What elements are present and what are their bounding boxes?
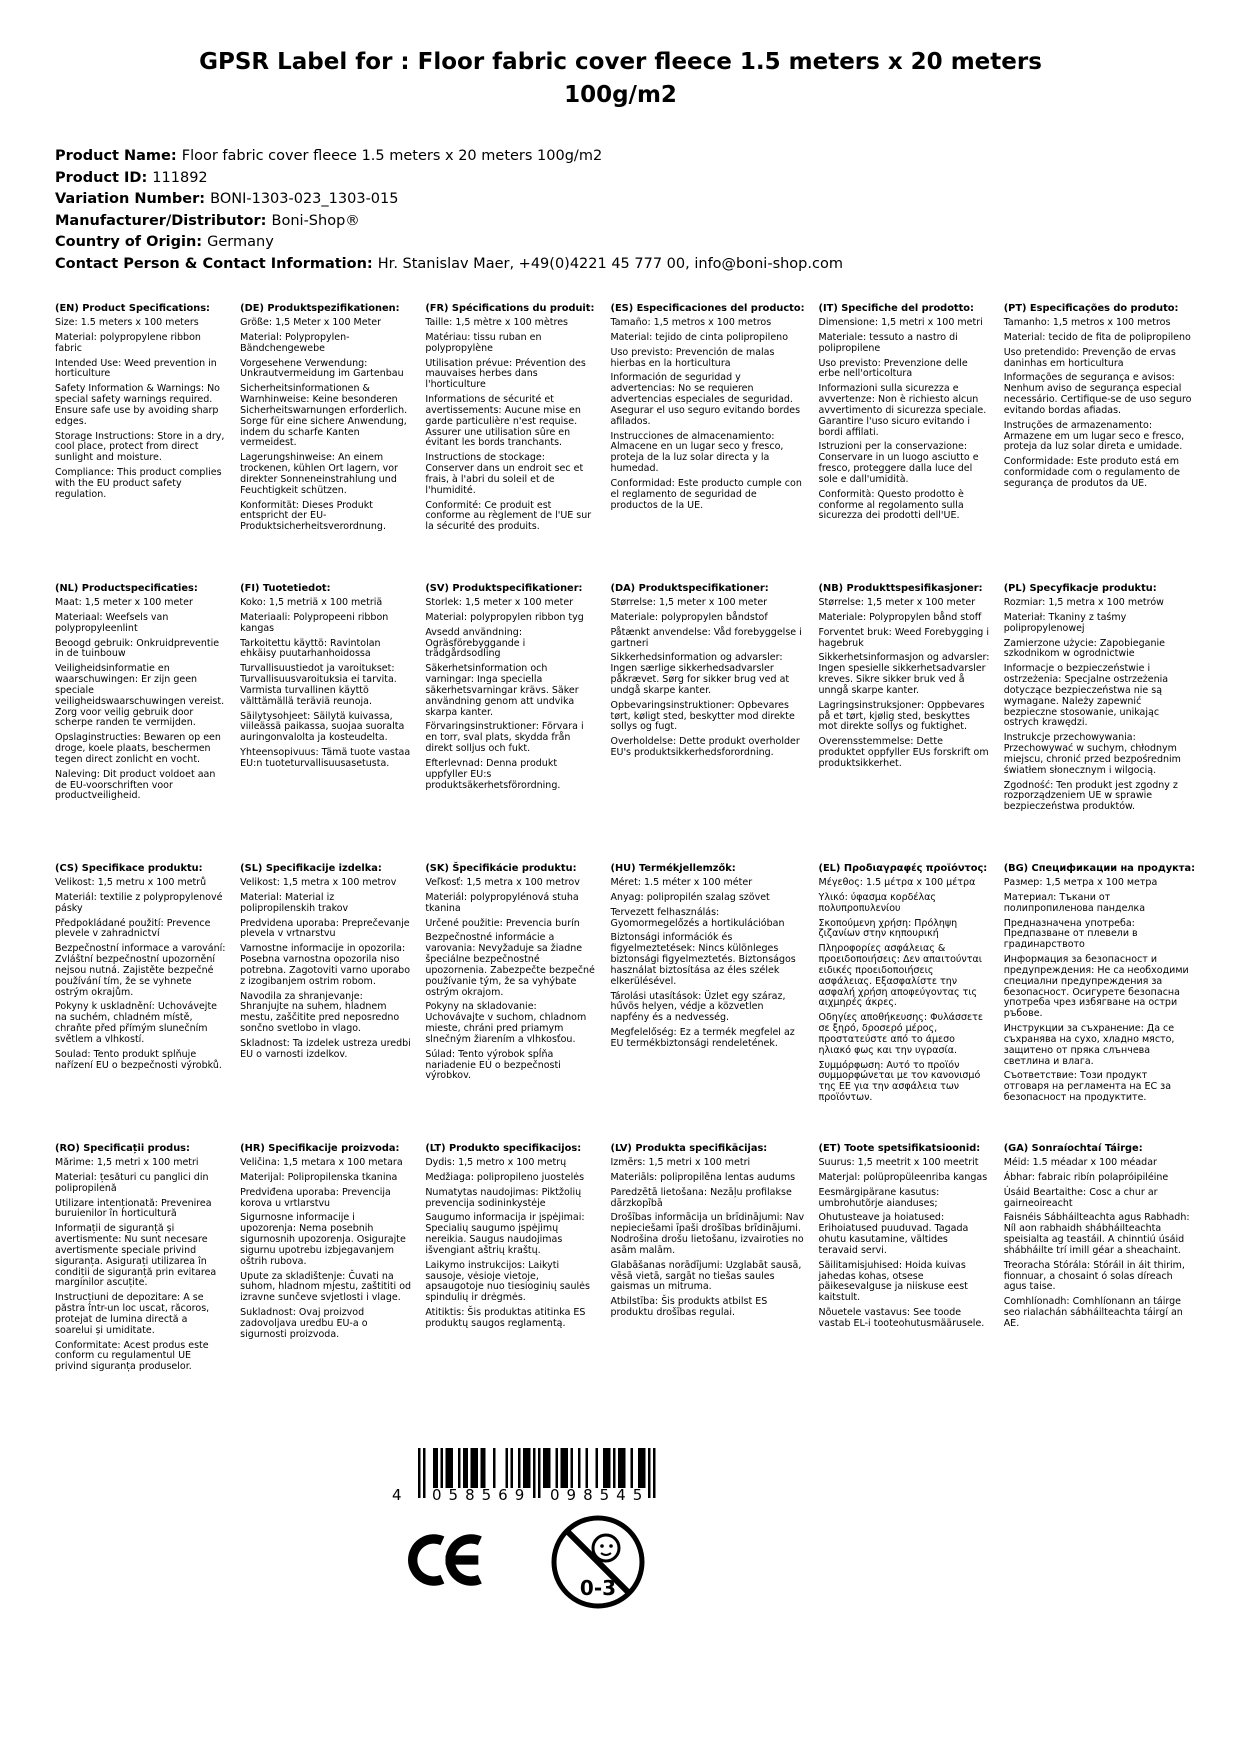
spec-block-da: [610, 583, 804, 863]
product-info-label: Manufacturer/Distributor:: [55, 212, 272, 229]
spec-block-fi: [240, 583, 411, 863]
spec-paragraph: Atitiktis: Šis produktas atitinka ES produktų saugos reglamentą.: [425, 1307, 586, 1329]
spec-paragraph: Naleving: Dit product voldoet aan de EU-voorschriften voor productveiligheid.: [55, 768, 216, 802]
spec-paragraph: Zgodność: Ten produkt jest zgodny z rozporządzeniem UE w sprawie bezpieczeństwa produktów.: [1003, 779, 1178, 813]
spec-block-bg: [1004, 863, 1195, 1143]
spec-header-ro: (RO) Specificații produs:: [55, 1143, 190, 1154]
spec-paragraph: Οδηγίες αποθήκευσης: Φυλάσσετε σε ξηρό, δροσερό μέρος, προστατεύστε από το άμεσο ηλιακό φως και την υγρασία.: [818, 1012, 983, 1056]
spec-paragraph: Uso previsto: Prevención de malas hierbas en la horticultura: [610, 346, 775, 369]
spec-header-el: (EL) Προδιαγραφές προϊόντος:: [818, 863, 988, 874]
spec-paragraph: Conformitate: Acest produs este conform cu regulamentul UE privind siguranța produselor.: [55, 1339, 209, 1373]
spec-paragraph: Säilytysohjeet: Säilytä kuivassa, viileässä paikassa, suojaa suoralta auringonvalolta ja kosteudelta.: [240, 710, 405, 744]
spec-paragraph: Konformität: Dieses Produkt entspricht der EU-Produktsicherheitsverordnung.: [240, 499, 386, 533]
spec-paragraph: Suurus: 1,5 meetrit x 100 meetrit: [818, 1157, 979, 1169]
spec-paragraph: Lagerungshinweise: An einem trockenen, kühlen Ort lagern, vor direkter Sonneneinstrahlung und Feuchtigkeit schützen.: [240, 452, 398, 496]
spec-paragraph: Pokyny k uskladnění: Uchovávejte na suchém, chladném místě, chraňte před přímým slunečním světlem a vlhkostí.: [55, 1001, 218, 1045]
spec-paragraph: Ábhar: fabraic ribín polapróipiléine: [1003, 1171, 1169, 1183]
product-info-label: Country of Origin:: [55, 234, 208, 250]
spec-paragraph: Materjal: polüpropüleenriba kangas: [818, 1171, 988, 1183]
spec-paragraph: Pokyny na skladovanie: Uchovávajte v suchom, chladnom mieste, chráni pred priamym slnečným žiarením a vlhkosťou.: [425, 1001, 587, 1045]
product-info-line: [55, 254, 1201, 276]
spec-paragraph: Eesmärgipärane kasutus: umbrohutõrje aianduses;: [818, 1186, 940, 1209]
spec-paragraph: Materiaali: Polypropeeni ribbon kangas: [240, 611, 389, 634]
spec-paragraph: Informații de siguranță și avertismente: Nu sunt necesare avertismente speciale privind siguranța. Asigurați utilizarea în condiții de siguranță prin evitarea marginilor ascuțite.: [55, 1223, 217, 1289]
spec-paragraph: Intended Use: Weed prevention in horticulture: [55, 357, 217, 380]
product-info-value: 111892: [152, 169, 208, 186]
spec-paragraph: Taille: 1,5 mètre x 100 mètres: [425, 317, 568, 329]
spec-paragraph: Información de seguridad y advertencias: No se requieren advertencias especiales de seguridad. Asegurar el uso seguro evitando bordes afilados.: [610, 372, 801, 427]
spec-paragraph: Säkerhetsinformation och varningar: Inga speciella säkerhetsvarningar krävs. Säker användning genom att undvika skarpa kanter.: [425, 663, 579, 718]
spec-paragraph: Drošības informācija un brīdinājumi: Nav nepieciešami īpaši drošības brīdinājumi. Nodrošina drošu lietošanu, izvairoties no asām malām.: [610, 1212, 805, 1256]
spec-paragraph: Instrucțiuni de depozitare: A se păstra într-un loc uscat, răcoros, protejat de lumina directă a soarelui și umiditate.: [55, 1292, 210, 1336]
spec-paragraph: Méid: 1.5 méadar x 100 méadar: [1003, 1157, 1157, 1169]
spec-paragraph: Navodila za shranjevanje: Shranjujte na suhem, hladnem mestu, zaščitite pred neposredno sončno svetlobo in vlago.: [240, 990, 400, 1035]
spec-paragraph: Méret: 1.5 méter x 100 méter: [610, 877, 753, 889]
spec-paragraph: Comhlíonadh: Comhlíonann an táirge seo rialachán sábháilteachta táirgí an AE.: [1003, 1296, 1183, 1329]
spec-block-et: [819, 1143, 990, 1423]
spec-block-sv: [425, 583, 596, 863]
spec-paragraph: Conformité: Ce produit est conforme au règlement de l'UE sur la sécurité des produits.: [425, 499, 592, 533]
spec-paragraph: Megfelelőség: Ez a termék megfelel az EU termékbiztonsági rendeletének.: [610, 1027, 795, 1049]
spec-paragraph: Material: tejido de cinta polipropileno: [610, 331, 789, 343]
spec-paragraph: Zamierzone użycie: Zapobieganie szkodnikom w ogrodnictwie: [1003, 637, 1165, 660]
spec-header-lv: (LV) Produkta specifikācijas:: [610, 1143, 768, 1154]
spec-paragraph: Uso previsto: Prevenzione delle erbe nell'orticoltura: [818, 357, 968, 380]
barcode: [392, 1448, 672, 1510]
spec-paragraph: Størrelse: 1,5 meter x 100 meter: [610, 597, 768, 609]
spec-paragraph: Съответствие: Този продукт отговаря на регламента на ЕС за безопасност на продуктите.: [1003, 1070, 1172, 1104]
spec-paragraph: Vorgesehene Verwendung: Unkrautvermeidung im Gartenbau: [240, 357, 404, 380]
spec-paragraph: Veiligheidsinformatie en waarschuwingen: Er zijn geen speciale veiligheidswaarschuwingen vereist. Zorg voor veilig gebruik door scherpe randen te vermijden.: [55, 663, 225, 729]
spec-paragraph: Förvaringsinstruktioner: Förvara i en torr, sval plats, skydda från direkt solljus och fukt.: [425, 721, 584, 755]
spec-paragraph: Efterlevnad: Denna produkt uppfyller EU:s produktsäkerhetsförordning.: [425, 757, 561, 791]
spec-header-da: (DA) Produktspecifikationer:: [610, 583, 769, 594]
spec-paragraph: Súlad: Tento výrobok spĺňa nariadenie EÚ o bezpečnosti výrobkov.: [425, 1048, 561, 1082]
product-info-line: [55, 146, 1201, 168]
spec-paragraph: Maat: 1,5 meter x 100 meter: [55, 597, 193, 609]
spec-paragraph: Sikkerhedsinformation og advarsler: Ingen særlige sikkerhedsadvarsler påkrævet. Sørg for sikker brug ved at undgå skarpe kanter.: [610, 652, 790, 696]
spec-paragraph: Materijal: Polipropilenska tkanina: [240, 1171, 398, 1183]
product-info-value: Hr. Stanislav Maer, +49(0)4221 45 777 00, info@boni-shop.com: [377, 255, 843, 272]
spec-header-ga: (GA) Sonraíochtaí Táirge:: [1003, 1143, 1143, 1154]
spec-block-ga: [1004, 1143, 1195, 1423]
spec-block-fr: [425, 303, 596, 583]
spec-paragraph: Materiaal: Weefsels van polypropyleenlint: [55, 611, 169, 634]
product-info-label: Variation Number:: [55, 191, 211, 207]
barcode-digits: [392, 1484, 672, 1506]
spec-paragraph: Informazioni sulla sicurezza e avvertenze: Non è richiesto alcun avvertimento di sicurezza speciale. Garantire l'uso sicuro evitando i bordi affilati.: [818, 383, 987, 438]
spec-paragraph: Sigurnosne informacije i upozorenja: Nema posebnih sigurnosnih upozorenja. Osigurajte sigurnu upotrebu izbjegavanjem oštrih rubova.: [240, 1212, 406, 1267]
spec-block-nb: [819, 583, 990, 863]
spec-paragraph: Anyag: polipropilén szalag szövet: [610, 891, 770, 903]
spec-header-nb: (NB) Produkttspesifikasjoner:: [818, 583, 983, 594]
spec-paragraph: Turvallisuustiedot ja varoitukset: Turvallisuusvaroituksia ei tarvita. Varmista turvallinen käyttö välttämällä teräviä reunoja.: [240, 663, 397, 707]
spec-paragraph: Storage Instructions: Store in a dry, cool place, protect from direct sunlight and moisture.: [55, 430, 225, 464]
spec-block-sl: [240, 863, 411, 1143]
spec-paragraph: Tamaño: 1,5 metros x 100 metros: [610, 317, 772, 329]
spec-paragraph: Material: Polypropylen-Bändchengewebe: [240, 331, 350, 354]
spec-paragraph: Σκοπούμενη χρήση: Πρόληψη ζιζανίων στην κηπουρική: [818, 917, 958, 940]
spec-block-cs: [55, 863, 226, 1143]
spec-paragraph: Veľkosť: 1,5 metra x 100 metrov: [425, 877, 580, 889]
product-info-line: [55, 168, 1201, 190]
product-info-value: Boni-Shop®: [271, 212, 360, 229]
spec-paragraph: Yhteensopivuus: Tämä tuote vastaa EU:n tuoteturvallisuusasetusta.: [240, 747, 411, 769]
spec-header-fr: (FR) Spécifications du produit:: [425, 303, 595, 314]
spec-header-de: (DE) Produktspezifikationen:: [240, 303, 400, 314]
spec-header-en: (EN) Product Specifications:: [55, 303, 210, 314]
spec-paragraph: Materiał: Tkaniny z taśmy polipropylenowej: [1003, 611, 1127, 634]
spec-paragraph: Dydis: 1,5 metro x 100 metrų: [425, 1157, 567, 1169]
spec-paragraph: Material: tecido de fita de polipropileno: [1003, 331, 1191, 343]
spec-paragraph: Nõuetele vastavus: See toode vastab EL-i tooteohutusmäärusele.: [818, 1307, 985, 1329]
spec-paragraph: Tarkoitettu käyttö: Ravintolan ehkäisy puutarhanhoidossa: [240, 637, 381, 660]
spec-paragraph: Uso pretendido: Prevenção de ervas daninhas em horticultura: [1003, 346, 1176, 369]
spec-paragraph: Materiāls: polipropilēna lentas audums: [610, 1171, 796, 1183]
spec-paragraph: Soulad: Tento produkt splňuje nařízení EU o bezpečnosti výrobků.: [55, 1048, 222, 1071]
spec-paragraph: Bezpečnostní informace a varování: Zvláštní bezpečnostní upozornění nejsou nutná. Zajistěte bezpečné používání tím, že se vyhnete ostrým okrajům.: [55, 943, 226, 998]
spec-header-bg: (BG) Спецификации на продукта:: [1003, 863, 1195, 874]
product-info-value: BONI-1303-023_1303-015: [210, 191, 399, 207]
spec-paragraph: Istruzioni per la conservazione: Conservare in un luogo asciutto e fresco, proteggere dalla luce del sole e dall'umidità.: [818, 441, 979, 485]
spec-paragraph: Numatytas naudojimas: Piktžolių prevencija sodininkystėje: [425, 1186, 582, 1209]
spec-paragraph: Sikkerhetsinformasjon og advarsler: Ingen spesielle sikkerhetsadvarsler kreves. Sikre sikker bruk ved å unngå skarpe kanter.: [818, 652, 990, 696]
spec-paragraph: Informations de sécurité et avertissements: Aucune mise en garde particulière n'est requise. Assurer une utilisation sûre en évitant les bords tranchants.: [425, 394, 581, 449]
spec-paragraph: Biztonsági információk és figyelmeztetések: Nincs különleges biztonsági figyelmeztetés. Biztonságos használat biztosítása az éles szélek elkerülésével.: [610, 932, 796, 987]
barcode-digits-left: 058569: [432, 1486, 532, 1504]
spec-paragraph: Instruções de armazenamento: Armazene em um lugar seco e fresco, proteja da luz solar direta e umidade.: [1003, 419, 1185, 453]
spec-paragraph: Sukladnost: Ovaj proizvod zadovoljava uredbu EU-a o sigurnosti proizvoda.: [240, 1307, 368, 1340]
spec-paragraph: Информация за безопасност и предупреждения: Не са необходими специални предупреждения за безопасност. Осигурете безопасна употреба чрез избягване на остри ръбове.: [1003, 954, 1189, 1020]
product-info: [55, 146, 1201, 275]
product-info-label: Contact Person & Contact Information:: [55, 255, 378, 272]
spec-paragraph: Utilisation prévue: Prévention des mauvaises herbes dans l'horticulture: [425, 357, 586, 391]
product-info-value: Floor fabric cover fleece 1.5 meters x 20 meters 100g/m2: [181, 148, 603, 164]
spec-paragraph: Úsáid Beartaithe: Cosc a chur ar gairneoireacht: [1003, 1186, 1158, 1209]
spec-paragraph: Sicherheitsinformationen & Warnhinweise: Keine besonderen Sicherheitswarnungen erforderlich. Sorge für eine sichere Anwendung, indem du scharfe Kanten vermeidest.: [240, 383, 408, 449]
spec-paragraph: Overensstemmelse: Dette produktet oppfyller EUs forskrift om produktsikkerhet.: [818, 736, 989, 769]
spec-paragraph: Faisnéis Sábháilteachta agus Rabhadh: Níl aon rabhaidh shábháilteachta speisialta ag teastáil. A chinntiú úsáid shábháilte trí imill géar a sheachaint.: [1003, 1212, 1190, 1256]
page-title-text: GPSR Label for : Floor fabric cover fleece 1.5 meters x 20 meters 100g/m2: [199, 49, 1042, 109]
spec-paragraph: Opslaginstructies: Bewaren op een droge, koele plaats, beschermen tegen direct zonlicht en vocht.: [55, 732, 221, 765]
product-info-label: Product ID:: [55, 169, 153, 186]
spec-block-de: [240, 303, 411, 583]
spec-paragraph: Conformità: Questo prodotto è conforme al regolamento sulla sicurezza dei prodotti dell'UE.: [818, 488, 964, 522]
spec-header-hu: (HU) Termékjellemzők:: [610, 863, 736, 874]
spec-paragraph: Инструкции за съхранение: Да се съхранява на сухо, хладно място, защитено от пряка слънчева светлина и влага.: [1003, 1023, 1175, 1067]
spec-paragraph: Säilitamisjuhised: Hoida kuivas jahedas kohas, otsese päikesevalguse ja niiskuse eest kaitstult.: [818, 1259, 968, 1304]
spec-paragraph: Atbilstība: Šis produkts atbilst ES produktu drošības regulai.: [610, 1296, 768, 1319]
page-title: [0, 46, 1241, 113]
spec-paragraph: Beoogd gebruik: Onkruidpreventie in de tuinbouw: [55, 637, 220, 660]
spec-paragraph: Předpokládané použití: Prevence plevele v zahradnictví: [55, 917, 211, 940]
spec-paragraph: Skladnost: Ta izdelek ustreza uredbi EU o varnosti izdelkov.: [240, 1037, 411, 1060]
spec-block-hu: [610, 863, 804, 1143]
spec-block-pt: [1004, 303, 1195, 583]
spec-paragraph: Compliance: This product complies with the EU product safety regulation.: [55, 467, 222, 500]
product-info-label: Product Name:: [55, 148, 182, 164]
spec-paragraph: Tamanho: 1,5 metros x 100 metros: [1003, 317, 1171, 329]
spec-paragraph: Varnostne informacije in opozorila: Posebna varnostna opozorila niso potrebna. Zagotoviti varno uporabo z izogibanjem ostrim robom.: [240, 943, 411, 987]
spec-paragraph: Material: țesături cu panglici din polipropilenă: [55, 1171, 209, 1194]
spec-paragraph: Материал: Тъкани от полипропиленова панделка: [1003, 891, 1146, 914]
spec-header-fi: (FI) Tuotetiedot:: [240, 583, 331, 594]
spec-paragraph: Bezpečnostné informácie a varovania: Nevyžaduje sa žiadne špeciálne bezpečnostné upozornenia. Zabezpečte bezpečné používanie tým, že sa vyhýbate ostrým okrajom.: [425, 932, 595, 998]
spec-paragraph: Conformidad: Este producto cumple con el reglamento de seguridad de productos de la UE.: [610, 477, 802, 511]
spec-block-sk: [425, 863, 596, 1143]
spec-paragraph: Informações de segurança e avisos: Nenhum aviso de segurança especial necessário. Certifique-se de uso seguro evitando bordas afiadas.: [1003, 372, 1192, 416]
spec-paragraph: Lagringsinstruksjoner: Oppbevares på et tørt, kjølig sted, beskyttes mot direkte sollys og fuktighet.: [818, 699, 985, 733]
spec-header-sl: (SL) Specifikacije izdelka:: [240, 863, 382, 874]
spec-paragraph: Velikost: 1,5 metru x 100 metrů: [55, 877, 207, 889]
spec-paragraph: Upute za skladištenje: Čuvati na suhom, hladnom mjestu, zaštititi od izravne sunčeve svjetlosti i vlage.: [240, 1270, 412, 1304]
spec-paragraph: Matériau: tissu ruban en polypropylène: [425, 331, 542, 354]
spec-paragraph: Určené použitie: Prevencia burín: [425, 917, 580, 929]
spec-paragraph: Medžiaga: polipropileno juostelės: [425, 1171, 585, 1183]
spec-paragraph: Instrucciones de almacenamiento: Almacene en un lugar seco y fresco, proteja de la luz solar directa y la humedad.: [610, 430, 784, 475]
spec-block-lv: [610, 1143, 804, 1423]
spec-block-el: [819, 863, 990, 1143]
spec-paragraph: Größe: 1,5 Meter x 100 Meter: [240, 317, 382, 329]
spec-paragraph: Storlek: 1,5 meter x 100 meter: [425, 597, 574, 609]
spec-header-pl: (PL) Specyfikacje produktu:: [1003, 583, 1157, 594]
spec-header-sv: (SV) Produktspecifikationer:: [425, 583, 583, 594]
spec-block-es: [610, 303, 804, 583]
spec-paragraph: Mărime: 1,5 metri x 100 metri: [55, 1157, 199, 1169]
spec-paragraph: Conformidade: Este produto está em conformidade com o regulamento de segurança de produtos da UE.: [1003, 456, 1181, 489]
spec-paragraph: Velikost: 1,5 metra x 100 metrov: [240, 877, 397, 889]
spec-paragraph: Размер: 1,5 метра x 100 метра: [1003, 877, 1158, 889]
spec-paragraph: Påtænkt anvendelse: Våd forebyggelse i gartneri: [610, 626, 802, 649]
spec-paragraph: Utilizare intenționată: Prevenirea buruienilor în horticultură: [55, 1197, 212, 1220]
spec-header-sk: (SK) Špecifikácie produktu:: [425, 863, 577, 874]
specs-grid: [55, 303, 1195, 1423]
spec-header-it: (IT) Specifiche del prodotto:: [818, 303, 974, 314]
product-info-line: [55, 232, 1201, 254]
spec-header-lt: (LT) Produkto specifikacijos:: [425, 1143, 582, 1154]
spec-paragraph: Informacje o bezpieczeństwie i ostrzeżenia: Specjalne ostrzeżenia dotyczące bezpieczeństwa nie są wymagane. Należy zapewnić bezpieczne stosowanie, unikając ostrych krawędzi.: [1003, 663, 1169, 729]
spec-paragraph: Forventet bruk: Weed Forebygging i hagebruk: [818, 626, 989, 649]
spec-block-lt: [425, 1143, 596, 1423]
spec-paragraph: Materiale: polypropylen båndstof: [610, 611, 768, 623]
spec-header-cs: (CS) Specifikace produktu:: [55, 863, 203, 874]
spec-paragraph: Instructions de stockage: Conserver dans un endroit sec et frais, à l'abri du soleil et de l'humidité.: [425, 452, 584, 496]
spec-header-hr: (HR) Specifikacije proizvoda:: [240, 1143, 400, 1154]
spec-paragraph: Tárolási utasítások: Üzlet egy száraz, hűvös helyen, védje a közvetlen napfény és a nedvesség.: [610, 990, 786, 1024]
spec-header-et: (ET) Toote spetsifikatsioonid:: [818, 1143, 981, 1154]
product-info-value: Germany: [207, 234, 274, 250]
spec-paragraph: Ohutusteave ja hoiatused: Erihoiatused puuduvad. Tagada ohutu kasutamine, vältides teravaid servi.: [818, 1212, 969, 1256]
spec-paragraph: Overholdelse: Dette produkt overholder EU's produktsikkerhedsforordning.: [610, 736, 800, 759]
spec-block-it: [819, 303, 990, 583]
spec-paragraph: Paredzētā lietošana: Nezāļu profilakse dārzkopībā: [610, 1186, 792, 1209]
spec-paragraph: Izmērs: 1,5 metri x 100 metri: [610, 1157, 751, 1169]
spec-paragraph: Koko: 1,5 metriä x 100 metriä: [240, 597, 383, 609]
spec-paragraph: Saugumo informacija ir įspėjimai: Specialių saugumo įspėjimų nereikia. Saugus naudojimas išvengiant aštrių kraštų.: [425, 1212, 585, 1256]
spec-paragraph: Predviđena uporaba: Prevencija korova u vrtlarstvu: [240, 1186, 391, 1209]
spec-paragraph: Materiál: textilie z polypropylenové pásky: [55, 891, 223, 914]
spec-paragraph: Size: 1.5 meters x 100 meters: [55, 317, 199, 329]
age-warning-0-3-icon: [548, 1512, 648, 1612]
spec-block-nl: [55, 583, 226, 863]
spec-paragraph: Materiale: tessuto a nastro di polipropilene: [818, 331, 958, 354]
spec-block-hr: [240, 1143, 411, 1423]
spec-paragraph: Μέγεθος: 1.5 μέτρα x 100 μέτρα: [818, 877, 976, 889]
spec-paragraph: Υλικό: ύφασμα κορδέλας πολυπροπυλενίου: [818, 891, 937, 914]
spec-paragraph: Material: Material iz polipropilenskih trakov: [240, 891, 349, 914]
spec-paragraph: Material: polypropylen ribbon tyg: [425, 611, 584, 623]
product-info-line: [55, 189, 1201, 211]
spec-paragraph: Treoracha Stórála: Stóráil in áit thirim, fionnuar, a chosaint ó solas díreach agus taise.: [1003, 1259, 1185, 1293]
barcode-digit-first: 4: [392, 1486, 402, 1504]
spec-block-pl: [1004, 583, 1195, 863]
spec-paragraph: Material: polypropylene ribbon fabric: [55, 331, 201, 354]
product-info-line: [55, 211, 1201, 233]
age-warning-label: 0-3: [579, 1576, 617, 1600]
spec-paragraph: Materiale: Polypropylen bånd stoff: [818, 611, 982, 623]
spec-paragraph: Tervezett felhasználás: Gyomormegelőzés a hortikulációban: [610, 906, 785, 929]
spec-paragraph: Rozmiar: 1,5 metra x 100 metrów: [1003, 597, 1164, 609]
spec-paragraph: Opbevaringsinstruktioner: Opbevares tørt, køligt sted, beskytter mod direkte sollys og fugt.: [610, 699, 795, 733]
spec-paragraph: Πληροφορίες ασφάλειας & προειδοποιήσεις: Δεν απαιτούνται ειδικές προειδοποιήσεις ασφάλειας. Εξασφαλίστε την ασφαλή χρήση αποφεύγοντας τις αιχμηρές άκρες.: [818, 943, 982, 1009]
spec-block-ro: [55, 1143, 226, 1423]
ce-mark-icon: [405, 1522, 483, 1598]
spec-paragraph: Glabāšanas norādījumi: Uzglabāt sausā, vēsā vietā, sargāt no tiešas saules gaismas un mitruma.: [610, 1259, 802, 1293]
spec-paragraph: Dimensione: 1,5 metri x 100 metri: [818, 317, 983, 329]
barcode-digits-right: 098545: [550, 1486, 650, 1504]
spec-header-es: (ES) Especificaciones del producto:: [610, 303, 805, 314]
spec-header-pt: (PT) Especificações do produto:: [1003, 303, 1179, 314]
spec-block-en: [55, 303, 226, 583]
spec-paragraph: Instrukcje przechowywania: Przechowywać w suchym, chłodnym miejscu, chronić przed bezpośrednim światłem słonecznym i wilgocią.: [1003, 732, 1181, 776]
spec-paragraph: Συμμόρφωση: Αυτό το προϊόν συμμορφώνεται με τον κανονισμό της ΕΕ για την ασφάλεια των προϊόντων.: [818, 1059, 981, 1104]
spec-paragraph: Laikymo instrukcijos: Laikyti sausoje, vėsioje vietoje, apsaugotoje nuo tiesioginių saulės spindulių ir drėgmės.: [425, 1259, 590, 1304]
spec-paragraph: Størrelse: 1,5 meter x 100 meter: [818, 597, 976, 609]
spec-paragraph: Veličina: 1,5 metara x 100 metara: [240, 1157, 403, 1169]
spec-paragraph: Safety Information & Warnings: No special safety warnings required. Ensure safe use by avoiding sharp edges.: [55, 383, 220, 427]
spec-paragraph: Materiál: polypropylénová stuha tkanina: [425, 891, 579, 914]
spec-paragraph: Предназначена употреба: Предпазване от плевели в градинарството: [1003, 917, 1138, 951]
spec-paragraph: Predvidena uporaba: Preprečevanje plevela v vrtnarstvu: [240, 917, 410, 940]
spec-header-nl: (NL) Productspecificaties:: [55, 583, 198, 594]
spec-paragraph: Avsedd användning: Ogräsförebyggande i trädgårdsodling: [425, 626, 526, 660]
